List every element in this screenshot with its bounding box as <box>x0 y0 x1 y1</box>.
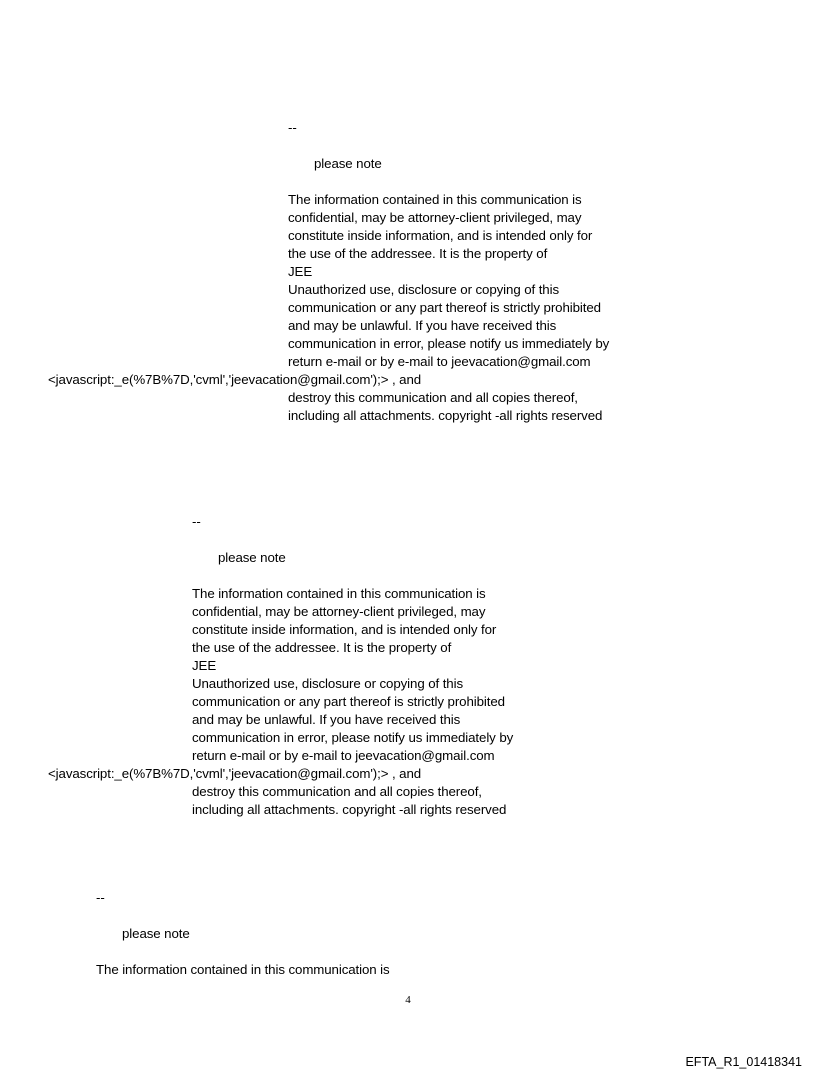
block1-line-4: the use of the addressee. It is the property of <box>288 246 548 261</box>
block1-email-line: return e-mail or by e-mail to jeevacation@gmail.com <box>288 354 591 369</box>
block1-line-1: The information contained in this communication is <box>288 192 582 207</box>
block2-line-1: The information contained in this communication is <box>192 586 486 601</box>
block2-line-9: communication in error, please notify us immediately by <box>192 730 514 745</box>
document-id: EFTA_R1_01418341 <box>685 1055 802 1069</box>
block2-line-2: confidential, may be attorney-client privileged, may <box>192 604 486 619</box>
block2-line-3: constitute inside information, and is intended only for <box>192 622 497 637</box>
block1-separator: -- <box>288 120 297 135</box>
page-number: 4 <box>405 994 411 1006</box>
block2-javascript-link: <javascript:_e(%7B%7D,'cvml','jeevacation@gmail.com');> , and <box>48 766 422 781</box>
block2-email-line: return e-mail or by e-mail to jeevacation@gmail.com <box>192 748 495 763</box>
block1-line-3: constitute inside information, and is intended only for <box>288 228 593 243</box>
block2-line-5: JEE <box>192 658 217 673</box>
block3-separator: -- <box>96 890 105 905</box>
block1-javascript-link: <javascript:_e(%7B%7D,'cvml','jeevacation@gmail.com');> , and <box>48 372 422 387</box>
block1-line-9: communication in error, please notify us immediately by <box>288 336 610 351</box>
block2-line-4: the use of the addressee. It is the property of <box>192 640 452 655</box>
block1-line-8: and may be unlawful. If you have received this <box>288 318 557 333</box>
block2-heading: please note <box>218 550 286 565</box>
block3-heading: please note <box>122 926 190 941</box>
block2-line-8: and may be unlawful. If you have received this <box>192 712 461 727</box>
block1-line-5: JEE <box>288 264 313 279</box>
block1-line-12: destroy this communication and all copies thereof, <box>288 390 578 405</box>
block1-line-13: including all attachments. copyright -all rights reserved <box>288 408 603 423</box>
block1-line-2: confidential, may be attorney-client privileged, may <box>288 210 582 225</box>
block3-line-1: The information contained in this communication is <box>96 962 390 977</box>
block1-line-6: Unauthorized use, disclosure or copying of this <box>288 282 559 297</box>
block2-line-7: communication or any part thereof is strictly prohibited <box>192 694 505 709</box>
block1-line-7: communication or any part thereof is strictly prohibited <box>288 300 601 315</box>
block1-heading: please note <box>314 156 382 171</box>
block2-line-6: Unauthorized use, disclosure or copying of this <box>192 676 463 691</box>
block2-line-13: including all attachments. copyright -all rights reserved <box>192 802 507 817</box>
block2-separator: -- <box>192 514 201 529</box>
block2-line-12: destroy this communication and all copies thereof, <box>192 784 482 799</box>
